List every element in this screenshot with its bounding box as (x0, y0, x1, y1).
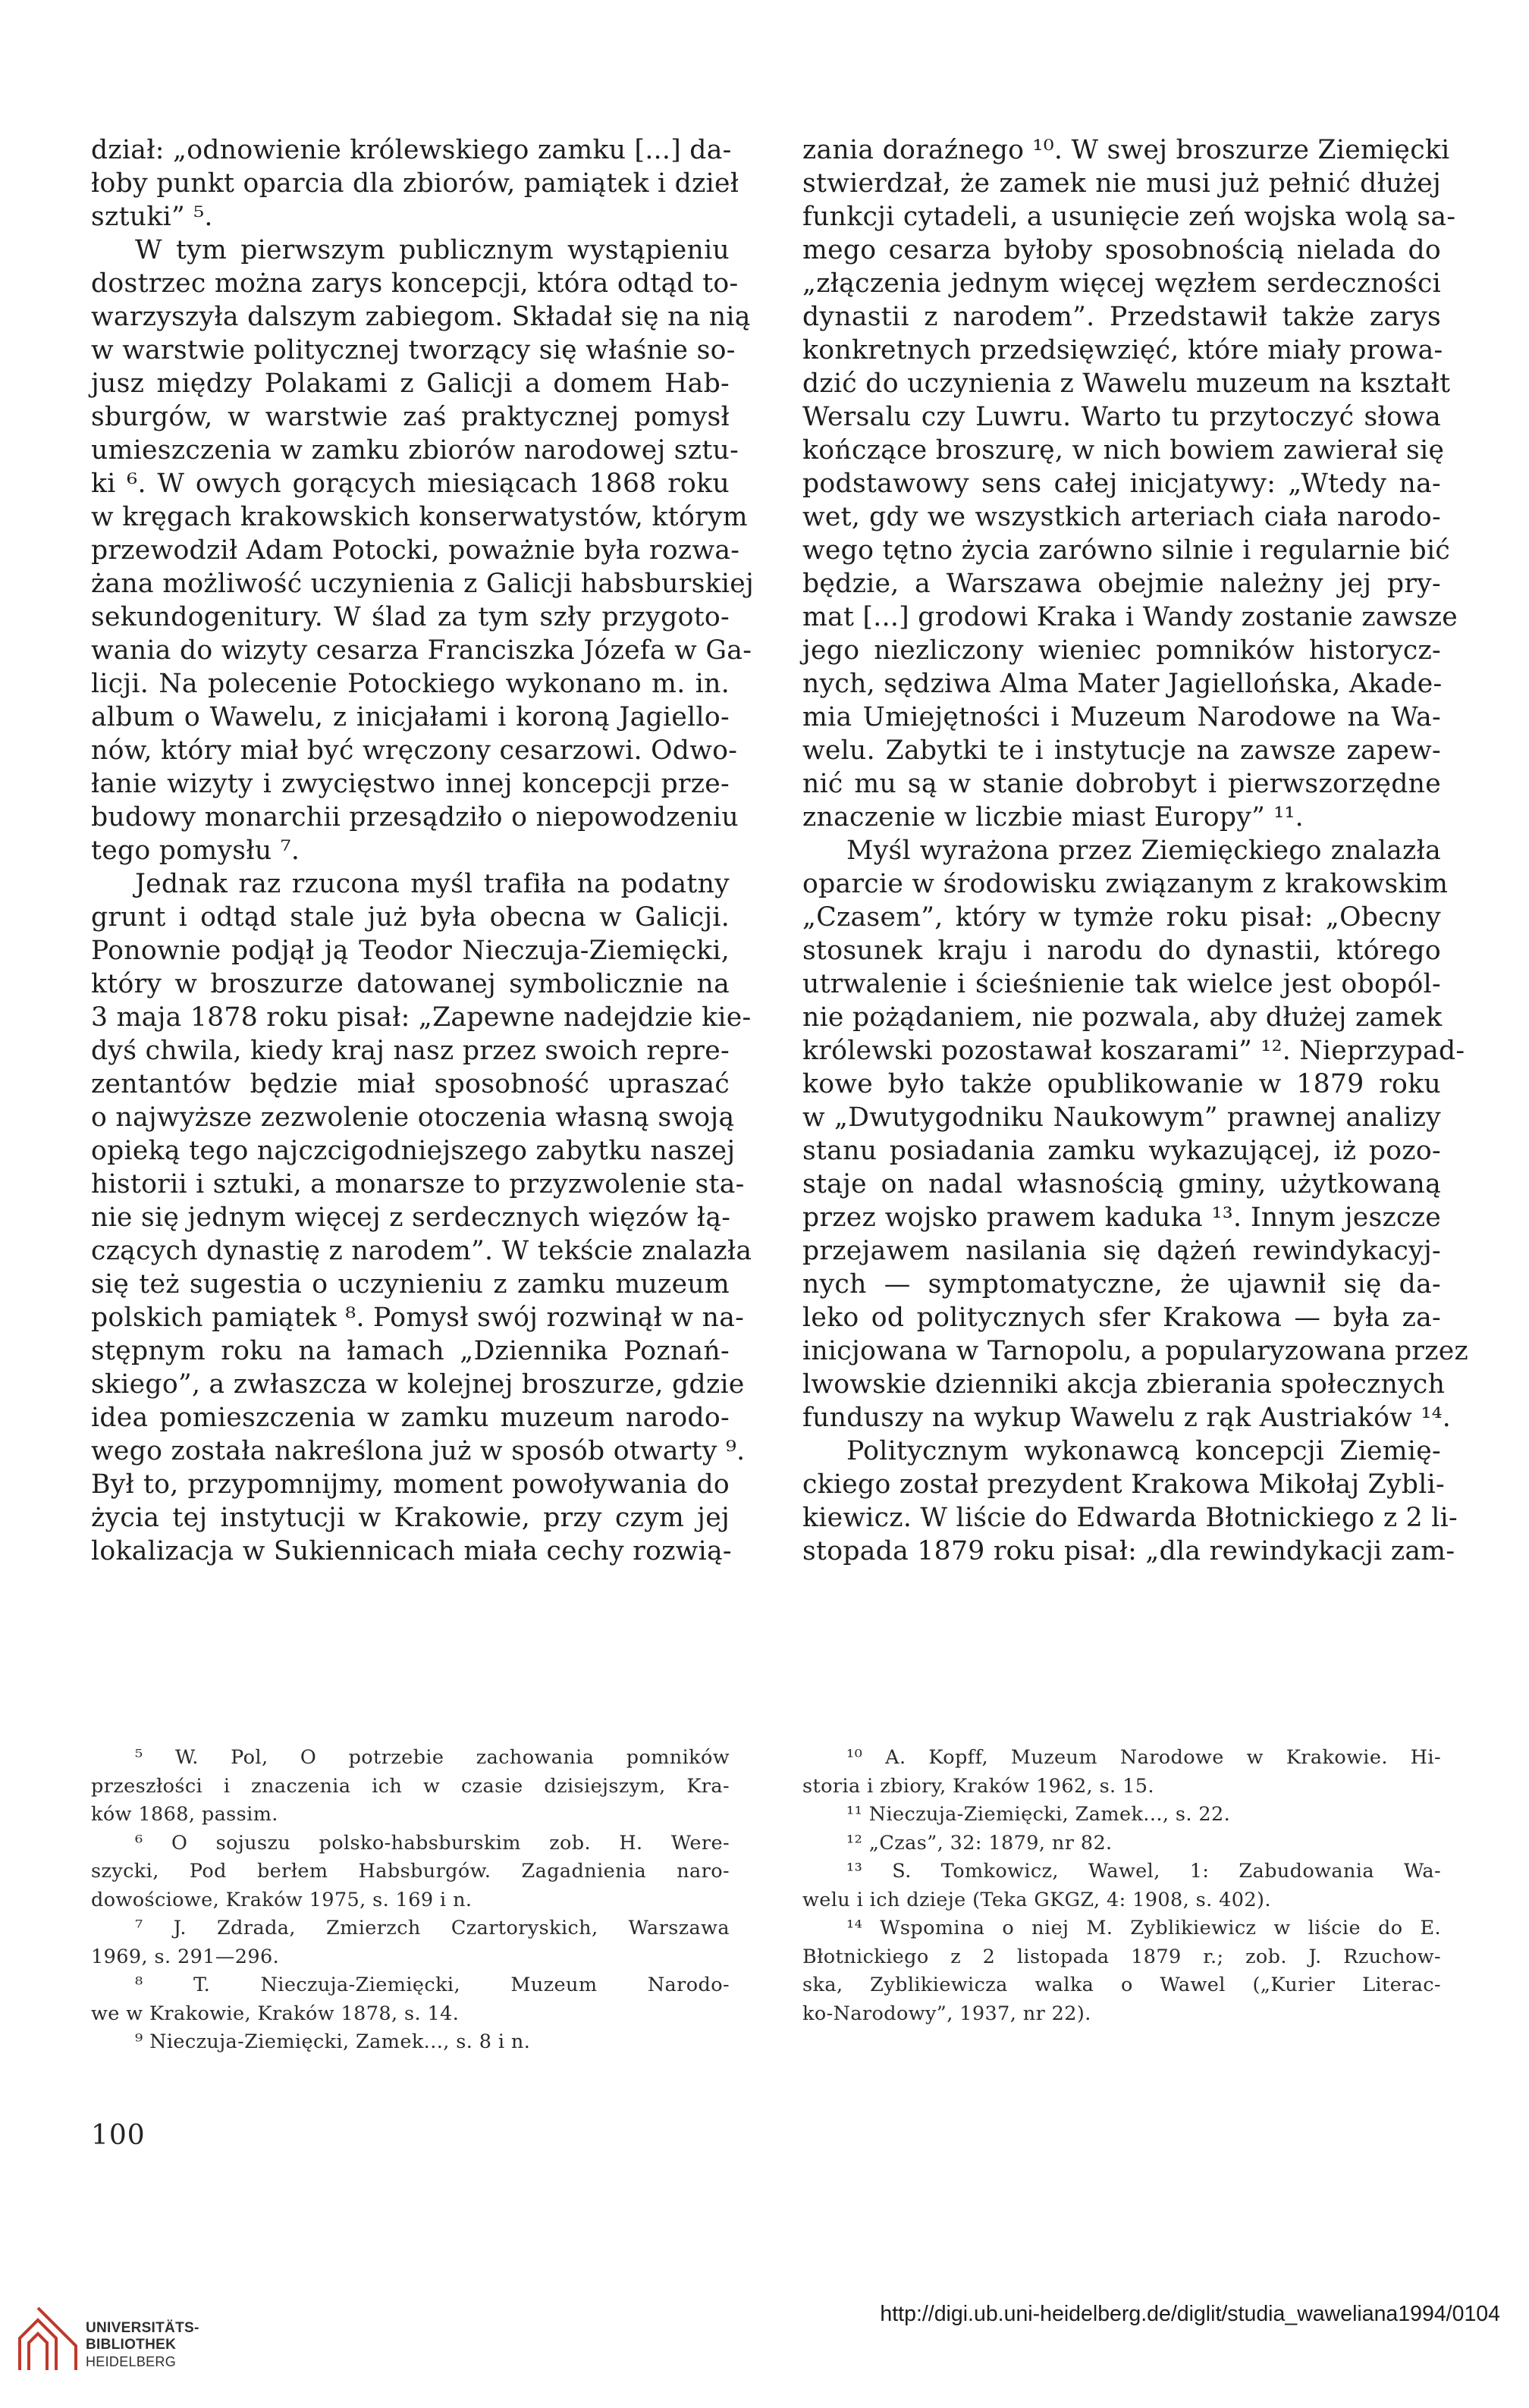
right-text-line-30: w „Dwutygodniku Naukowym” prawnej analizy (802, 1102, 1441, 1133)
right-text-line-14: będzie, a Warszawa obejmie należny jej pry- (802, 569, 1441, 599)
left-text-line-36: polskich pamiątek ⁸. Pomysł swój rozwinął w na- (91, 1303, 745, 1333)
left-text-line-1: dział: „odnowienie królewskiego zamku [...] da- (91, 135, 732, 165)
footnote-right-line-5: ¹³ S. Tomkowicz, Wawel, 1: Zabudowania Wa- (846, 1860, 1441, 1883)
footnote-right-line-7: ¹⁴ Wspomina o niej M. Zyblikiewicz w liście do E. (846, 1917, 1441, 1939)
right-text-line-15: mat [...] grodowi Kraka i Wandy zostanie zawsze (802, 602, 1458, 632)
left-text-line-15: sekundogenitury. W ślad za tym szły przygoto- (91, 602, 730, 632)
footnote-left-line-3: ków 1868, passim. (91, 1803, 278, 1826)
left-text-line-7: w warstwie politycznej tworzący się właśnie so- (91, 335, 736, 365)
right-text-line-18: mia Umiejętności i Muzeum Narodowe na Wa- (802, 702, 1441, 732)
right-text-line-27: nie pożądaniem, nie pozwala, aby dłużej zamek (802, 1002, 1443, 1033)
page-number: 100 (91, 2120, 146, 2151)
right-text-line-19: welu. Zabytki te i instytucje na zawsze zapew- (802, 735, 1441, 766)
right-text-line-4: mego cesarza byłoby sposobnością nielada do (802, 235, 1441, 265)
footnote-right-line-1: ¹⁰ A. Kopff, Muzeum Narodowe w Krakowie. Hi- (846, 1746, 1441, 1769)
left-text-line-9: sburgów, w warstwie zaś praktycznej pomysł (91, 402, 730, 432)
left-text-line-33: nie się jednym więcej z serdecznych więzów łą- (91, 1202, 731, 1233)
right-text-line-6: dynastii z narodem”. Przedstawił także zarys (802, 302, 1441, 332)
left-text-line-2: łoby punkt oparcia dla zbiorów, pamiątek i dzieł (91, 168, 739, 199)
right-text-line-36: leko od politycznych sfer Krakowa — była za- (802, 1303, 1441, 1333)
footnote-left-line-5: szycki, Pod berłem Habsburgów. Zagadnienia naro- (91, 1860, 730, 1883)
source-url[interactable]: http://digi.ub.uni-heidelberg.de/diglit/studia_waweliana1994/0104 (880, 2302, 1500, 2326)
left-text-line-29: zentantów będzie miał sposobność upraszać (91, 1069, 730, 1099)
left-text-line-21: budowy monarchii przesądziło o niepowodzeniu (91, 802, 739, 832)
footnote-left-line-9: ⁸ T. Nieczuja-Ziemięcki, Muzeum Narodo- (135, 1974, 730, 1996)
left-text-line-23: Jednak raz rzucona myśl trafiła na podatny (135, 869, 730, 899)
right-text-line-25: stosunek kraju i narodu do dynastii, którego (802, 936, 1441, 966)
left-text-line-5: dostrzec można zarys koncepcji, która odtąd to- (91, 268, 739, 299)
left-text-line-43: lokalizacja w Sukiennicach miała cechy rozwią- (91, 1536, 732, 1566)
right-text-line-37: inicjowana w Tarnopolu, a popularyzowana przez (802, 1336, 1469, 1366)
left-text-line-39: idea pomieszczenia w zamku muzeum narodo- (91, 1403, 730, 1433)
left-text-line-14: żana możliwość uczynienia z Galicji habsburskiej (91, 569, 755, 599)
left-text-line-16: wania do wizyty cesarza Franciszka Józefa w Ga- (91, 635, 752, 666)
right-text-line-8: dzić do uczynienia z Wawelu muzeum na kształt (802, 368, 1451, 399)
right-text-line-12: wet, gdy we wszystkich arteriach ciała narodo- (802, 502, 1441, 532)
right-text-line-7: konkretnych przedsięwzięć, które miały prowa- (802, 335, 1443, 365)
right-text-column (802, 133, 1469, 1568)
right-text-line-34: przejawem nasilania się dążeń rewindykacyj- (802, 1236, 1441, 1266)
footnote-right-line-9: ska, Zyblikiewicza walka o Wawel („Kurier Literac- (802, 1974, 1441, 1996)
left-text-column (91, 133, 755, 1568)
left-text-line-31: opieką tego najczcigodniejszego zabytku naszej (91, 1136, 736, 1166)
left-text-line-11: ki ⁶. W owych gorących miesiącach 1868 roku (91, 469, 730, 499)
right-text-line-43: stopada 1879 roku pisał: „dla rewindykacji zam- (802, 1536, 1455, 1566)
right-text-line-39: funduszy na wykup Wawelu z rąk Austriaków ¹⁴. (802, 1403, 1452, 1433)
left-text-line-13: przewodził Adam Potocki, poważnie była rozwa- (91, 535, 740, 566)
left-text-line-3: sztuki” ⁵. (91, 202, 213, 232)
footnote-right-line-10: ko-Narodowy”, 1937, nr 22). (802, 2002, 1091, 2025)
right-text-line-32: staje on nadal własnością gminy, użytkowaną (802, 1169, 1441, 1199)
right-text-line-2: stwierdzał, że zamek nie musi już pełnić dłużej (802, 168, 1441, 199)
right-text-line-23: oparcie w środowisku związanym z krakowskim (802, 869, 1449, 899)
right-text-line-28: królewski pozostawał koszarami” ¹². Nieprzypad- (802, 1036, 1465, 1066)
left-text-line-41: Był to, przypomnijmy, moment powoływania do (91, 1469, 730, 1500)
footnote-right-line-2: storia i zbiory, Kraków 1962, s. 15. (802, 1774, 1154, 1798)
footnote-right-line-3: ¹¹ Nieczuja-Ziemięcki, Zamek..., s. 22. (846, 1803, 1231, 1826)
right-text-line-5: „złączenia jednym więcej węzłem serdeczności (802, 268, 1441, 299)
footnote-left-line-2: przeszłości i znaczenia ich w czasie dzisiejszym, Kra- (91, 1774, 730, 1798)
left-text-line-40: wego została nakreślona już w sposób otwarty ⁹. (91, 1436, 746, 1466)
footnote-right-line-4: ¹² „Czas”, 32: 1879, nr 82. (846, 1831, 1113, 1855)
right-text-line-31: stanu posiadania zamku wykazującej, iż pozo- (802, 1136, 1441, 1166)
left-text-line-37: stępnym roku na łamach „Dziennika Poznań- (91, 1336, 730, 1366)
left-text-line-35: się też sugestia o uczynieniu z zamku muzeum (91, 1269, 730, 1300)
logo-mark-inner (29, 2334, 47, 2370)
left-text-line-32: historii i sztuki, a monarsze to przyzwolenie sta- (91, 1169, 745, 1199)
right-text-line-42: kiewicz. W liście do Edwarda Błotnickiego z 2 li- (802, 1503, 1458, 1533)
left-text-line-42: życia tej instytucji w Krakowie, przy czym jej (91, 1503, 730, 1533)
logo-mark-outer (20, 2320, 56, 2370)
right-text-line-24: „Czasem”, który w tymże roku pisał: „Obecny (802, 902, 1441, 933)
right-text-line-26: utrwalenie i ścieśnienie tak wielce jest obopól- (802, 969, 1441, 999)
right-text-line-29: kowe było także opublikowanie w 1879 roku (802, 1069, 1441, 1099)
right-text-line-22: Myśl wyrażona przez Ziemięckiego znalazła (846, 836, 1441, 866)
right-text-line-41: ckiego został prezydent Krakowa Mikołaj Zybli- (802, 1469, 1445, 1500)
footnote-left-line-11: ⁹ Nieczuja-Ziemięcki, Zamek..., s. 8 i n. (135, 2030, 531, 2053)
left-text-line-28: dyś chwila, kiedy kraj nasz przez swoich repre- (91, 1036, 730, 1066)
left-text-line-27: 3 maja 1878 roku pisał: „Zapewne nadejdzie kie- (91, 1002, 752, 1033)
right-text-line-13: wego tętno życia zarówno silnie i regularnie bić (802, 535, 1451, 566)
logo-line-2: BIBLIOTHEK (86, 2337, 177, 2353)
right-text-line-1: zania doraźnego ¹⁰. W swej broszurze Ziemięcki (802, 135, 1450, 165)
footnote-left-line-10: we w Krakowie, Kraków 1878, s. 14. (91, 2002, 460, 2025)
right-text-line-33: przez wojsko prawem kaduka ¹³. Innym jeszcze (802, 1202, 1441, 1233)
left-text-line-18: album o Wawelu, z inicjałami i koroną Jagiello- (91, 702, 730, 732)
footnote-left-line-1: ⁵ W. Pol, O potrzebie zachowania pomników (135, 1746, 730, 1769)
footnote-left-line-7: ⁷ J. Zdrada, Zmierzch Czartoryskich, Warszawa (135, 1917, 730, 1939)
left-text-line-12: w kręgach krakowskich konserwatystów, którym (91, 502, 748, 532)
left-text-line-6: warzyszyła dalszym zabiegom. Składał się na nią (91, 302, 751, 332)
right-text-line-10: kończące broszurę, w nich bowiem zawierał się (802, 435, 1445, 466)
right-text-line-35: nych — symptomatyczne, że ujawnił się da- (802, 1269, 1441, 1300)
left-text-line-20: łanie wizyty i zwycięstwo innej koncepcji prze- (91, 769, 730, 799)
library-logo-text (86, 2320, 199, 2370)
left-text-line-17: licji. Na polecenie Potockiego wykonano m. in. (91, 669, 730, 699)
left-text-line-38: skiego”, a zwłaszcza w kolejnej broszurze, gdzie (91, 1369, 745, 1400)
footnote-left-line-8: 1969, s. 291—296. (91, 1945, 280, 1968)
right-text-line-21: znaczenie w liczbie miast Europy” ¹¹. (802, 802, 1304, 832)
logo-line-3: HEIDELBERG (86, 2354, 177, 2369)
left-text-line-34: czących dynastię z narodem”. W tekście znalazła (91, 1236, 752, 1266)
left-text-line-30: o najwyższe zezwolenie otoczenia własną swoją (91, 1102, 735, 1133)
left-text-line-25: Ponownie podjął ją Teodor Nieczuja-Ziemięcki, (91, 936, 730, 966)
right-text-line-38: lwowskie dzienniki akcja zbierania społecznych (802, 1369, 1446, 1400)
footnote-right-line-8: Błotnickiego z 2 listopada 1879 r.; zob. J. Rzuchow- (802, 1945, 1441, 1968)
left-text-line-22: tego pomysłu ⁷. (91, 836, 300, 866)
left-text-line-24: grunt i odtąd stale już była obecna w Galicji. (91, 902, 730, 933)
left-text-line-10: umieszczenia w zamku zbiorów narodowej sztu- (91, 435, 739, 466)
logo-line-1: UNIVERSITÄTS- (86, 2320, 199, 2336)
right-text-line-11: podstawowy sens całej inicjatywy: „Wtedy na- (802, 469, 1441, 499)
footnotes-left (91, 1744, 730, 2057)
left-text-line-19: nów, który miał być wręczony cesarzowi. Odwo- (91, 735, 738, 766)
footnote-left-line-6: dowościowe, Kraków 1975, s. 169 i n. (91, 1888, 473, 1911)
right-text-line-17: nych, sędziwa Alma Mater Jagiellońska, Akade- (802, 669, 1443, 699)
footnotes-right (802, 1744, 1441, 2028)
right-text-line-9: Wersalu czy Luwru. Warto tu przytoczyć słowa (802, 402, 1441, 432)
right-text-line-3: funkcji cytadeli, a usunięcie zeń wojska wolą sa- (802, 202, 1456, 232)
right-text-line-40: Politycznym wykonawcą koncepcji Ziemię- (846, 1436, 1441, 1466)
left-text-line-26: który w broszurze datowanej symbolicznie na (91, 969, 730, 999)
footnote-right-line-6: welu i ich dzieje (Teka GKGZ, 4: 1908, s. 402). (802, 1888, 1271, 1911)
footnote-left-line-4: ⁶ O sojuszu polsko-habsburskim zob. H. Were- (135, 1831, 730, 1855)
right-text-line-16: jego niezliczony wieniec pomników historycz- (802, 635, 1441, 666)
right-text-line-20: nić mu są w stanie dobrobyt i pierwszorzędne (802, 769, 1441, 799)
left-text-line-8: jusz między Polakami z Galicji a domem Hab- (91, 368, 730, 399)
left-text-line-4: W tym pierwszym publicznym wystąpieniu (135, 235, 730, 265)
